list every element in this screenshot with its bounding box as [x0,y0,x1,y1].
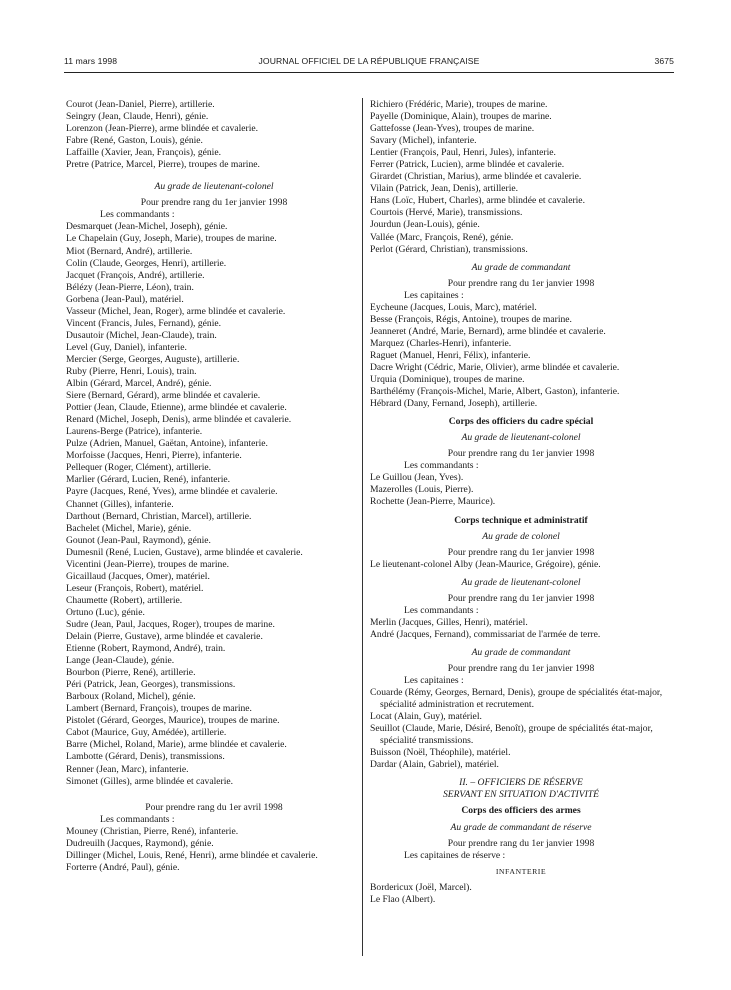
entry-item: Marquez (Charles-Henri), infanterie. [370,337,512,349]
entry-list [66,221,362,787]
entry-list [370,687,672,771]
entry-item: Renner (Jean, Marc), infanterie. [66,763,189,775]
entry-item: Vallée (Marc, François, René), génie. [370,231,514,243]
entry-item: Urquia (Dominique), troupes de marine. [370,374,525,386]
entry-item: Lambotte (Gérard, Denis), transmissions. [66,751,225,763]
rank-label: Les commandants : [100,209,175,221]
entry-item: Siere (Bernard, Gérard), arme blindée et cavalerie. [66,390,261,402]
corps-heading: Corps des officiers du cadre spécial [448,416,594,428]
entry-item: Colin (Claude, Georges, Henri), artillerie. [66,257,227,269]
rank-date: Pour prendre rang du 1er janvier 1998 [447,662,595,674]
entry-item: Vilain (Patrick, Jean, Denis), artillerie. [370,183,519,195]
grade-heading: Au grade de colonel [482,530,560,542]
header-page-number: 3675 [654,56,674,66]
entry-item: Courot (Jean-Daniel, Pierre), artillerie. [66,99,215,110]
entry-item: Laurens-Berge (Patrice), infanterie. [66,426,203,438]
entry-item: Payelle (Dominique, Alain), troupes de marine. [370,111,552,123]
grade-heading: Au grade de commandant [471,261,571,273]
page-header [64,56,674,70]
entry-item: Couarde (Rémy, Georges, Bernard, Denis), groupe de spécialités état-major, spécialité administration et recrutement. [370,687,663,711]
rank-date: Pour prendre rang du 1er avril 1998 [145,801,283,813]
rank-label: Les capitaines : [404,289,464,301]
right-column [370,99,672,906]
rank-label: Les commandants : [404,460,479,472]
entry-item: Dusautoir (Michel, Jean-Claude), train. [66,329,217,341]
entry-item: Bourbon (Pierre, René), artillerie. [66,667,196,679]
grade-heading: Au grade de commandant de réserve [450,821,592,833]
entry-item: Mazerolles (Louis, Pierre). [370,484,474,496]
section-title: SERVANT EN SITUATION D'ACTIVITÉ [442,789,599,801]
entry-item: Bachelet (Michel, Marie), génie. [66,522,192,534]
entry-item: Leseur (François, Robert), matériel. [66,582,204,594]
entry-item: Simonet (Gilles), arme blindée et cavalerie. [66,775,234,787]
entry-item: Locat (Alain, Guy), matériel. [370,711,482,723]
rank-label: Les capitaines : [404,675,464,687]
entry-item: Jeanneret (André, Marie, Bernard), arme blindée et cavalerie. [370,325,606,337]
entry-item: Pottier (Jean, Claude, Etienne), arme blindée et cavalerie. [66,402,287,414]
entry-item: Gorbena (Jean-Paul), matériel. [66,293,184,305]
entry-item: Pulze (Adrien, Manuel, Gaëtan, Antoine), infanterie. [66,438,268,450]
entry-item: Renard (Michel, Joseph, Denis), arme blindée et cavalerie. [66,414,292,426]
entry-list [66,826,362,874]
rank-label: Les commandants : [100,813,175,825]
entry-item: Albin (Gérard, Marcel, André), génie. [66,378,212,390]
rank-date: Pour prendre rang du 1er janvier 1998 [447,592,595,604]
entry-list [370,882,672,906]
entry-item: Channet (Gilles), infanterie. [66,498,174,510]
entry-item: Raguet (Manuel, Henri, Félix), infanterie. [370,349,531,361]
entry-item: Rochette (Jean-Pierre, Maurice). [370,496,496,508]
entry-item: Bélézy (Jean-Pierre, Léon), train. [66,281,194,293]
grade-heading: Au grade de commandant [471,646,571,658]
grade-heading: Au grade de lieutenant-colonel [154,181,274,193]
branch-heading: INFANTERIE [495,866,547,876]
entry-item: Gicaillaud (Jacques, Omer), matériel. [66,570,210,582]
entry-item: Delain (Pierre, Gustave), arme blindée et cavalerie. [66,631,263,643]
entry-item: Payre (Jacques, René, Yves), arme blindée et cavalerie. [66,486,278,498]
entry-item: Miot (Bernard, André), artillerie. [66,245,193,257]
entry-item: Forterre (André, Paul), génie. [66,861,180,873]
rank-date: Pour prendre rang du 1er janvier 1998 [447,546,595,558]
entry-item: Lentier (François, Paul, Henri, Jules), infanterie. [370,147,556,159]
entry-item: Dumesnil (René, Lucien, Gustave), arme blindée et cavalerie. [66,546,303,558]
header-title: JOURNAL OFFICIEL DE LA RÉPUBLIQUE FRANÇAISE [258,56,480,66]
entry-item: Mercier (Serge, Georges, Auguste), artillerie. [66,353,240,365]
entry-item: Le Flao (Albert). [370,893,436,905]
rank-date: Pour prendre rang du 1er janvier 1998 [447,277,595,289]
section-title: II. – OFFICIERS DE RÉSERVE [459,777,583,789]
entry-item: Marlier (Gérard, Lucien, René), infanterie. [66,474,231,486]
entry-item: Barre (Michel, Roland, Marie), arme blindée et cavalerie. [66,739,287,751]
entry-list [370,472,672,508]
entry-item: Perlot (Gérard, Christian), transmissions. [370,243,528,255]
entry-item: Vasseur (Michel, Jean, Roger), arme blindée et cavalerie. [66,305,286,317]
entry-item: Chaumette (Robert), artillerie. [66,594,183,606]
left-column [66,99,362,874]
entry-list [370,302,672,410]
entry-item: Le lieutenant-colonel Alby (Jean-Maurice, Grégoire), génie. [370,558,601,570]
grade-heading: Au grade de lieutenant-colonel [461,576,581,588]
entry-item: Hébrard (Dany, Fernand, Joseph), artillerie. [370,398,538,410]
entry-item: Level (Guy, Daniel), infanterie. [66,341,187,353]
entry-item: Vincent (Francis, Jules, Fernand), génie. [66,317,222,329]
rank-date: Pour prendre rang du 1er janvier 1998 [447,448,595,460]
entry-item: Péri (Patrick, Jean, Georges), transmissions. [66,679,236,691]
header-date: 11 mars 1998 [64,56,118,66]
entry-list [66,99,362,171]
rank-date: Pour prendre rang du 1er janvier 1998 [447,837,595,849]
entry-item: Savary (Michel), infanterie. [370,135,477,147]
column-divider [362,98,363,956]
entry-list [370,99,672,256]
entry-item: Le Guillou (Jean, Yves). [370,472,464,484]
entry-item: Courtois (Hervé, Marie), transmissions. [370,207,523,219]
entry-item: Lange (Jean-Claude), génie. [66,655,175,667]
entry-item: Gounot (Jean-Paul, Raymond), génie. [66,534,211,546]
entry-item: Dudreuilh (Jacques, Raymond), génie. [66,837,214,849]
entry-item: Ruby (Pierre, Henri, Louis), train. [66,365,197,377]
rank-label: Les commandants : [404,604,479,616]
corps-heading: Corps des officiers des armes [461,805,581,817]
entry-item: Lorenzon (Jean-Pierre), arme blindée et cavalerie. [66,123,259,135]
entry-item: Etienne (Robert, Raymond, André), train. [66,643,226,655]
entry-item: Girardet (Christian, Marius), arme blindée et cavalerie. [370,171,582,183]
entry-item: Darthout (Bernard, Christian, Marcel), artillerie. [66,510,252,522]
entry-item: Merlin (Jacques, Gilles, Henri), matériel. [370,616,528,628]
entry-item: Morfoisse (Jacques, Henri, Pierre), infanterie. [66,450,242,462]
entry-item: Dillinger (Michel, Louis, René, Henri), arme blindée et cavalerie. [66,849,318,861]
entry-item: Le Chapelain (Guy, Joseph, Marie), troupes de marine. [66,233,277,245]
entry-item: Gattefosse (Jean-Yves), troupes de marine. [370,123,535,135]
header-rule [64,72,674,73]
entry-item: Seingry (Jean, Claude, Henri), génie. [66,111,209,123]
entry-item: Hans (Loïc, Hubert, Charles), arme blindée et cavalerie. [370,195,585,207]
entry-list [370,617,672,641]
entry-item: Cabot (Maurice, Guy, Amédée), artillerie. [66,727,227,739]
entry-item: Desmarquet (Jean-Michel, Joseph), génie. [66,221,228,233]
corps-heading: Corps technique et administratif [454,514,588,526]
entry-item: Richiero (Frédéric, Marie), troupes de marine. [370,99,548,110]
entry-item: Jacquet (François, André), artillerie. [66,269,205,281]
entry-item: Seuillot (Claude, Marie, Désiré, Benoît), groupe de spécialités état-major, spécialité transmissions. [370,723,653,747]
grade-heading: Au grade de lieutenant-colonel [461,432,581,444]
entry-item: Pistolet (Gérard, Georges, Maurice), troupes de marine. [66,715,280,727]
entry-item: Pretre (Patrice, Marcel, Pierre), troupes de marine. [66,159,260,171]
entry-item: Lambert (Bernard, François), troupes de marine. [66,703,252,715]
entry-item: Dacre Wright (Cédric, Marie, Olivier), arme blindée et cavalerie. [370,361,620,373]
entry-item: Sudre (Jean, Paul, Jacques, Roger), troupes de marine. [66,618,275,630]
rank-date: Pour prendre rang du 1er janvier 1998 [140,197,288,209]
entry-item: Besse (François, Régis, Antoine), troupes de marine. [370,313,572,325]
entry-item: Buisson (Noël, Théophile), matériel. [370,747,511,759]
entry-item: Bordericux (Joël, Marcel). [370,881,472,893]
entry-item: Ortuno (Luc), génie. [66,606,145,618]
entry-item: Jourdun (Jean-Louis), génie. [370,219,480,231]
entry-item: Pellequer (Roger, Clément), artillerie. [66,462,212,474]
rank-label: Les capitaines de réserve : [404,849,506,861]
entry-item: Mouney (Christian, Pierre, René), infanterie. [66,825,239,837]
entry-item: Laffaille (Xavier, Jean, François), génie. [66,147,222,159]
entry-item: Barthélémy (François-Michel, Marie, Albert, Gaston), infanterie. [370,386,620,398]
entry-item: Vicentini (Jean-Pierre), troupes de marine. [66,558,229,570]
entry-item: Ferrer (Patrick, Lucien), arme blindée et cavalerie. [370,159,565,171]
entry-item: Eycheune (Jacques, Louis, Marc), matériel. [370,301,537,313]
entry-item: Barboux (Roland, Michel), génie. [66,691,196,703]
entry-item: Dardar (Alain, Gabriel), matériel. [370,759,499,771]
entry-item: André (Jacques, Fernand), commissariat de l'armée de terre. [370,628,601,640]
entry-item: Fabre (René, Gaston, Louis), génie. [66,135,203,147]
